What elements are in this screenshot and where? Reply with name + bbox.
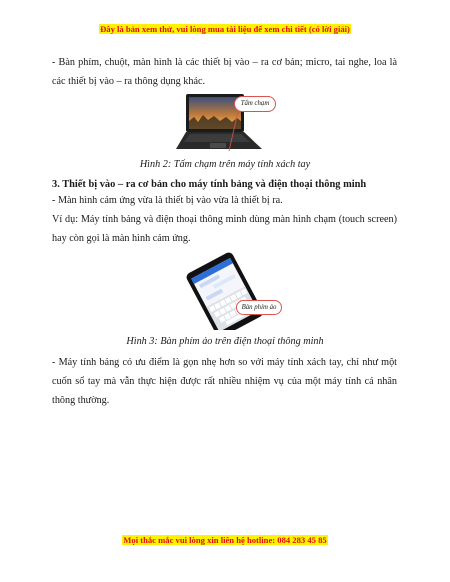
smartphone-image <box>180 252 280 330</box>
hotline-banner-text: Mọi thắc mắc vui lòng xin liên hệ hotline: 084 283 45 85 <box>123 535 327 545</box>
paragraph-example: Ví dụ: Máy tính bảng và điện thoại thông minh dùng màn hình chạm (touch screen) hay còn gọi là màn hình cảm ứng. <box>52 214 397 244</box>
figure-caption-2: Hình 2: Tấm chạm trên máy tính xách tay <box>139 159 311 170</box>
preview-banner <box>0 23 450 35</box>
virtual-keyboard-callout: Bàn phím ảo <box>236 300 282 315</box>
touchpad <box>210 143 226 148</box>
section-heading-3: 3. Thiết bị vào – ra cơ bản cho máy tính bảng và điện thoại thông minh <box>52 179 367 190</box>
touchpad-callout: Tấm chạm <box>234 96 276 112</box>
paragraph-tablet-advantage: - Máy tính bảng có ưu điểm là gọn nhẹ hơn so với máy tính xách tay, chỉ như một cuốn sổ tay mà vẫn thực hiện được rất nhiều nhiệm vụ của một máy tính cá nhân thông thường. <box>52 357 397 406</box>
paragraph-touchscreen: - Màn hình cảm ứng vừa là thiết bị vào vừa là thiết bị ra. <box>52 195 283 206</box>
figure-caption-3: Hình 3: Bàn phím ảo trên điện thoại thông minh <box>126 336 324 347</box>
preview-banner-text: Đây là bản xem thử, vui lòng mua tài liệu để xem chi tiết (có lời giải) <box>100 24 350 34</box>
paragraph-io-devices: - Bàn phím, chuột, màn hình là các thiết bị vào – ra cơ bản; micro, tai nghe, loa là các thiết bị vào – ra thông dụng khác. <box>52 57 397 87</box>
hotline-banner <box>0 534 450 546</box>
